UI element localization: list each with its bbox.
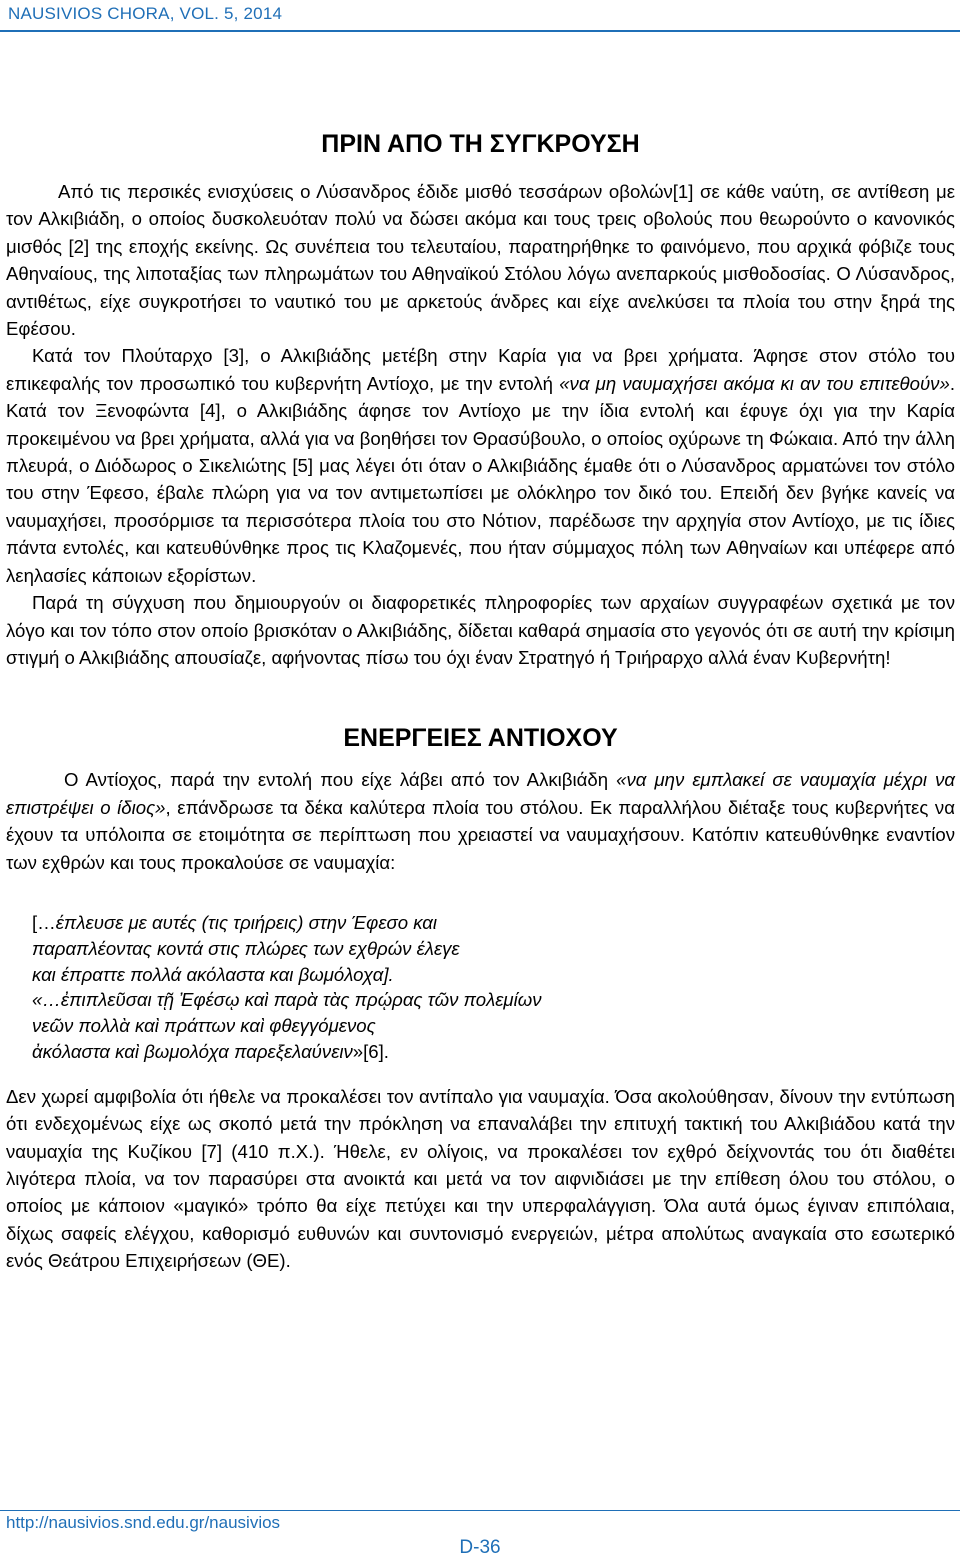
quoted-order: «να μη ναυμαχήσει ακόμα κι αν του επιτεθούν»	[559, 372, 950, 394]
paragraph-provocation-analysis: Δεν χωρεί αμφιβολία ότι ήθελε να προκαλέσει τον αντίπαλο για ναυμαχία. Όσα ακολούθησαν, δίνουν την εντύπωση ότι ενδεχομένως είχε ως σκοπό μετά την πρόκληση να επαναλάβει την επιτυχή τακτική του Αλκιβιάδου κατά την ναυμαχία της Κυζίκου [7] (410 π.Χ.). Ήθελε, εν ολίγοις, να προκαλέσει τον εχθρό δείχνοντάς του ότι διαθέτει λιγότερα πλοία, να τον παρασύρει στα ανοικτά και μετά να τον αιφνιδιάσει με την επίθεση όλου του στόλου, ο οποίος με κάποιον «μαγικό» τρόπο θα είχε πετύχει και την υπερφαλάγγιση. Όλα αυτά όμως έγιναν επιπόλαια, δίχως σαφείς ελέγχου, καθορισμό ευθυνών και συντονισμό ενεργειών, μέτρα απολύτως αναγκαία στο εσωτερικό ενός Θεάτρου Επιχειρήσεων (ΘΕ).	[6, 1085, 955, 1272]
quote-line: νεῶν πολλὰ καὶ πράττων καὶ φθεγγόμενος	[32, 1015, 376, 1037]
block-quote	[32, 910, 955, 1065]
paragraph-antiochus-orders	[6, 766, 955, 876]
paragraph-text: Ο Αντίοχος, παρά την εντολή που είχε λάβει από τον Αλκιβιάδη	[64, 769, 617, 791]
section-title-antiochus-actions: ΕΝΕΡΓΕΙΕΣ ΑΝΤΙΟΧΟΥ	[343, 724, 618, 753]
paragraph-text: Κατά τον Πλούταρχο [3], ο Αλκιβιάδης μετέβη στην Καρία για να βρει χρήματα. Άφησε στον στόλο του επικεφαλής τον προσωπικό του κυβερνήτη Αντίοχο, με την εντολή	[6, 345, 955, 394]
quote-text: ἀκόλαστα καὶ βωμολόχα παρεξελαύνειν	[32, 1040, 353, 1062]
paragraph-persian-funding: Από τις περσικές ενισχύσεις ο Λύσανδρος έδιδε μισθό τεσσάρων οβολών[1] σε κάθε ναύτη, σε αντίθεση με τον Αλκιβιάδη, ο οποίος δυσκολευόταν πολύ να δώσει ακόμα και τους τρεις οβολούς που θεωρούντο ο κανονικός μισθός [2] της εποχής εκείνης. Ως συνέπεια του τελευταίου, παρατηρήθηκε το φαινόμενο, που αρχικά φόβιζε τους Αθηναίους, της λιποταξίας των πληρωμάτων του Αθηναϊκού Στόλου λόγω ανεπαρκούς μισθοδοσίας. Ο Λύσανδρος, αντιθέτως, είχε συγκροτήσει το ναυτικό του με αρκετούς άνδρες και είχε ανελκύσει τα πλοία του στην ξηρά της Εφέσου.	[6, 181, 955, 340]
journal-header: NAUSIVIOS CHORA, VOL. 5, 2014	[8, 4, 283, 23]
section-antiochus	[6, 718, 955, 1274]
paragraph-sources-confusion: Παρά τη σύγχυση που δημιουργούν οι διαφορετικές πληροφορίες των αρχαίων συγγραφέων σχετικά με τον λόγο και τον τόπο στον οποίο βρισκόταν ο Αλκιβιάδης, δίδεται καθαρά σημασία στο γεγονός ότι σε αυτή την κρίσιμη στιγμή ο Αλκιβιάδης απουσίαζε, αφήνοντας πίσω του όχι έναν Στρατηγό ή Τριήραρχο αλλά έναν Κυβερνήτη!	[6, 592, 955, 668]
footer-url-link[interactable]: http://nausivios.snd.edu.gr/nausivios	[6, 1513, 281, 1532]
quote-bracket: […	[32, 911, 56, 933]
quote-text: έπλευσε με αυτές (τις τριήρεις) στην Έφεσο και	[55, 911, 438, 933]
quote-citation: »[6].	[352, 1040, 389, 1062]
section-title-before-clash: ΠΡΙΝ ΑΠΟ ΤΗ ΣΥΓΚΡΟΥΣΗ	[321, 130, 640, 158]
paragraph-text: , επάνδρωσε τα δέκα καλύτερα πλοία του στόλου. Εκ παραλλήλου διέταξε τους κυβερνήτες να έχουν τα υπόλοιπα σε ετοιμότητα σε περίπτωση που χρειαστεί να ναυμαχήσουν. Κατόπιν κατευθύνθηκε εναντίον των εχθρών και τους προκαλούσε σε ναυμαχία:	[6, 796, 955, 873]
quote-line: και έπραττε πολλά ακόλαστα και βωμόλοχα].	[32, 963, 394, 985]
paragraph-alcibiades-departure	[6, 342, 955, 589]
quote-line: «…ἐπιπλεῦσαι τῇ Ἐφέσῳ καὶ παρὰ τὰς πρῴρας τῶν πολεμίων	[32, 989, 542, 1011]
quote-line: παραπλέοντας κοντά στις πλώρες των εχθρών έλεγε	[32, 937, 460, 959]
quote-line	[32, 1039, 955, 1065]
page-number: D-36	[459, 1537, 501, 1558]
quote-line	[32, 910, 955, 936]
quoted-order: «να μην εμπλακεί σε ναυμαχία μέχρι να επιστρέψει ο ίδιος»	[6, 769, 956, 818]
header-divider	[0, 30, 960, 32]
document-body	[6, 124, 955, 1275]
footer-divider	[0, 1510, 960, 1511]
paragraph-text: . Κατά τον Ξενοφώντα [4], ο Αλκιβιάδης άφησε τον Αντίοχο με την ίδια εντολή και έφυγε όχι για την Καρία προκειμένου να βρει χρήματα, αλλά για να βοηθήσει τον Θρασύβουλο, ο οποίος οχύρωνε τη Φώκαια. Από την άλλη πλευρά, ο Διόδωρος ο Σικελιώτης [5] μας λέγει ότι όταν ο Αλκιβιάδης έμαθε ότι ο Λύσανδρος αρματώνει τον στόλο του στην Έφεσο, έβαλε πλώρη για να τον αντιμετωπίσει με ολόκληρο τον δικό του. Επειδή δεν βγήκε κανείς να ναυμαχήσει, προσόρμισε τα περισσότερα πλοία του στο Νότιον, παρέδωσε την αρχηγία στον Αντίοχο, με τις ίδιες πάντα εντολές, και κατευθύνθηκε προς τις Κλαζομενές, που ήταν σύμμαχος πόλη των Αθηναίων και υπέφερε από λεηλασίες κάποιων εξορίστων.	[6, 372, 955, 586]
